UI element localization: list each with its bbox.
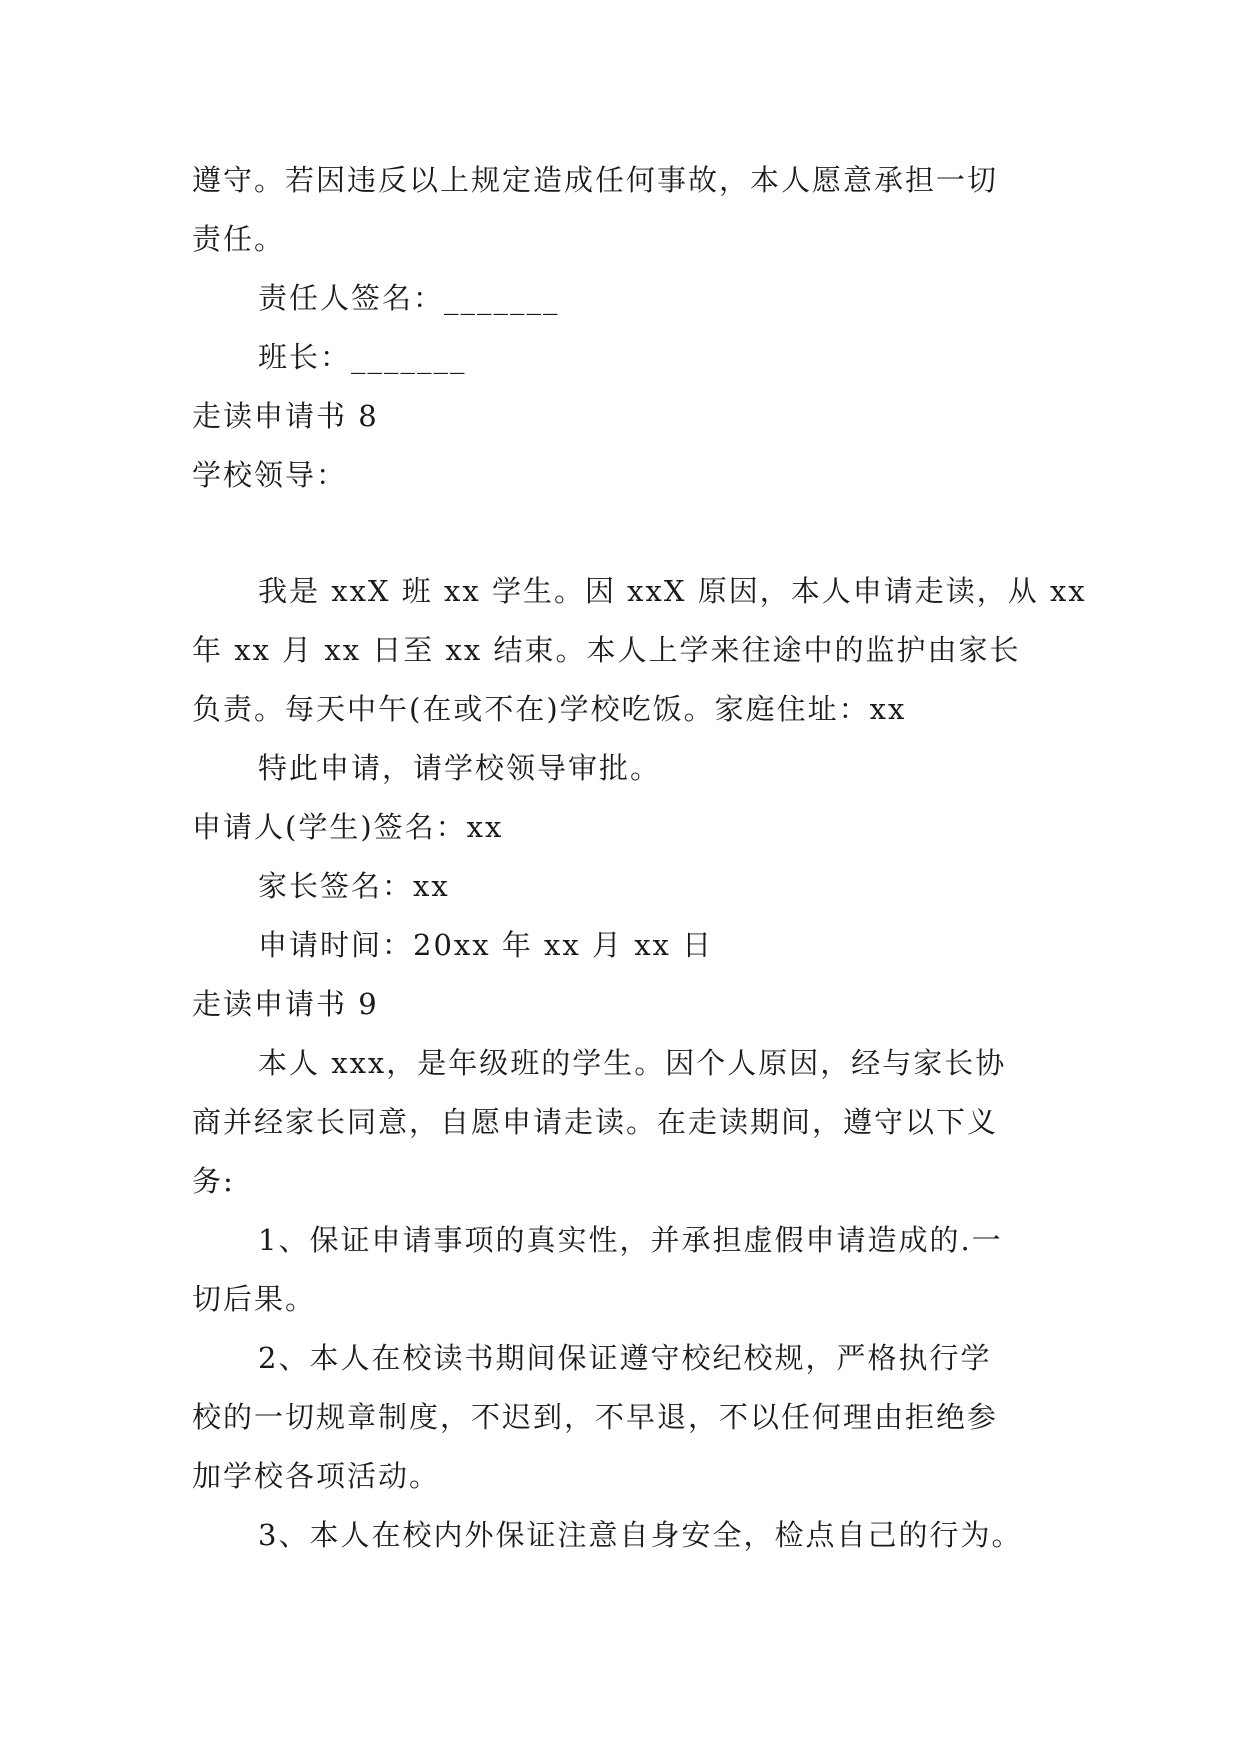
salutation: 学校领导： bbox=[192, 458, 348, 492]
paragraph-line: 商并经家长同意，自愿申请走读。在走读期间，遵守以下义 bbox=[192, 1105, 999, 1139]
signature-line-monitor: 班长：_______ bbox=[258, 340, 467, 374]
signature-line-responsible: 责任人签名：_______ bbox=[258, 281, 560, 315]
paragraph-line: 负责。每天中午(在或不在)学校吃饭。家庭住址：xx bbox=[192, 692, 907, 726]
paragraph-line: 我是 xxX 班 xx 学生。因 xxX 原因，本人申请走读，从 xx bbox=[258, 574, 1087, 608]
list-item-continuation: 切后果。 bbox=[192, 1282, 317, 1316]
list-item-continuation: 加学校各项活动。 bbox=[192, 1459, 441, 1493]
paragraph-line: 责任。 bbox=[192, 222, 286, 256]
paragraph-line: 特此申请，请学校领导审批。 bbox=[258, 751, 662, 785]
list-item: 3、本人在校内外保证注意自身安全，检点自己的行为。 bbox=[258, 1518, 1023, 1552]
paragraph-line: 年 xx 月 xx 日至 xx 结束。本人上学来往途中的监护由家长 bbox=[192, 633, 1021, 667]
section-heading: 走读申请书 8 bbox=[192, 399, 379, 433]
section-heading: 走读申请书 9 bbox=[192, 987, 379, 1021]
signature-line-parent: 家长签名：xx bbox=[258, 869, 450, 903]
list-item: 1、保证申请事项的真实性，并承担虚假申请造成的.一 bbox=[258, 1223, 1003, 1257]
list-item-continuation: 校的一切规章制度，不迟到，不早退，不以任何理由拒绝参 bbox=[192, 1400, 999, 1434]
paragraph-line: 遵守。若因违反以上规定造成任何事故，本人愿意承担一切 bbox=[192, 163, 999, 197]
signature-line-student: 申请人(学生)签名：xx bbox=[192, 810, 504, 844]
list-item: 2、本人在校读书期间保证遵守校纪校规，严格执行学 bbox=[258, 1341, 992, 1375]
paragraph-line: 本人 xxx，是年级班的学生。因个人原因，经与家长协 bbox=[258, 1046, 1007, 1080]
application-date: 申请时间：20xx 年 xx 月 xx 日 bbox=[258, 928, 714, 962]
paragraph-line: 务: bbox=[192, 1164, 235, 1198]
